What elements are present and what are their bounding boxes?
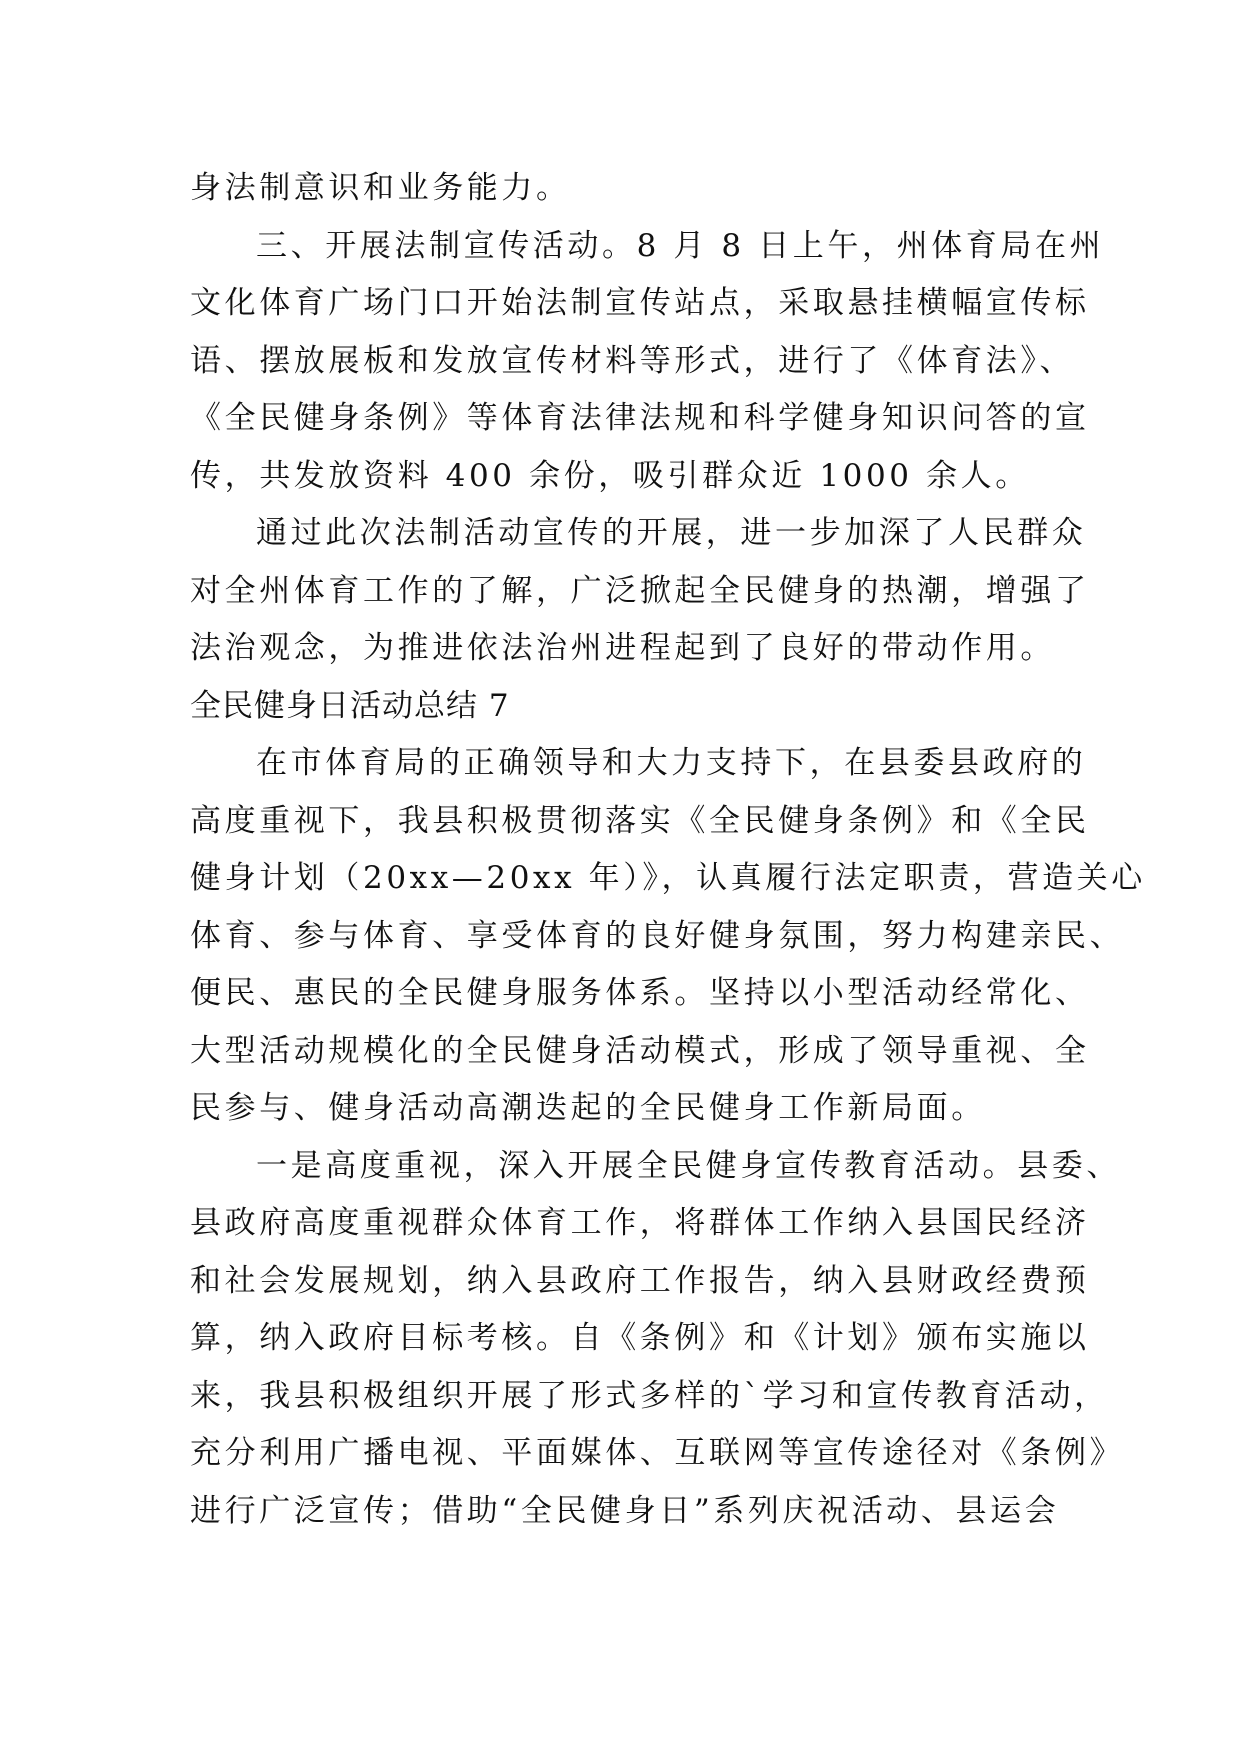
- text-line: 文化体育广场门口开始法制宣传站点，采取悬挂横幅宣传标: [190, 285, 1090, 321]
- document-body: [190, 160, 1146, 1540]
- text-line: 进行广泛宣传；借助“全民健身日”系列庆祝活动、县运会: [190, 1492, 1060, 1529]
- text-line: 算，纳入政府目标考核。自《条例》和《计划》颁布实施以: [190, 1320, 1090, 1356]
- paragraph-start-line: 在市体育局的正确领导和大力支持下，在县委县政府的: [256, 745, 1087, 781]
- paragraph-start-line: 通过此次法制活动宣传的开展，进一步加深了人民群众: [256, 515, 1087, 551]
- text-line: 语、摆放展板和发放宣传材料等形式，进行了《体育法》、: [190, 342, 1075, 379]
- paragraph-start-line: 三、开展法制宣传活动。8 月 8 日上午，州体育局在州: [256, 227, 1105, 264]
- text-line: 《全民健身条例》等体育法律法规和科学健身知识问答的宣: [190, 400, 1090, 436]
- text-line: 对全州体育工作的了解，广泛掀起全民健身的热潮，增强了: [190, 572, 1090, 609]
- text-line: 大型活动规模化的全民健身活动模式，形成了领导重视、全: [190, 1032, 1090, 1069]
- text-line: 来，我县积极组织开展了形式多样的`学习和宣传教育活动，: [190, 1377, 1109, 1414]
- paragraph-start-line: 一是高度重视，深入开展全民健身宣传教育活动。县委、: [256, 1147, 1121, 1184]
- text-line: 县政府高度重视群众体育工作，将群体工作纳入县国民经济: [190, 1205, 1090, 1241]
- text-line: 便民、惠民的全民健身服务体系。坚持以小型活动经常化、: [190, 975, 1090, 1011]
- text-line: 传，共发放资料 400 余份，吸引群众近 1000 余人。: [190, 457, 1030, 494]
- text-line: 身法制意识和业务能力。: [190, 170, 571, 206]
- section-heading: 全民健身日活动总结 7: [190, 687, 510, 724]
- text-line: 高度重视下，我县积极贯彻落实《全民健身条例》和《全民: [190, 802, 1090, 839]
- text-line: 充分利用广播电视、平面媒体、互联网等宣传途径对《条例》: [190, 1435, 1125, 1471]
- text-line: 健身计划（20xx—20xx 年）》，认真履行法定职责，营造关心: [190, 860, 1146, 896]
- text-line: 民参与、健身活动高潮迭起的全民健身工作新局面。: [190, 1090, 986, 1126]
- text-line: 和社会发展规划，纳入县政府工作报告，纳入县财政经费预: [190, 1262, 1090, 1299]
- text-line: 体育、参与体育、享受体育的良好健身氛围，努力构建亲民、: [190, 917, 1125, 954]
- text-line: 法治观念，为推进依法治州进程起到了良好的带动作用。: [190, 630, 1055, 666]
